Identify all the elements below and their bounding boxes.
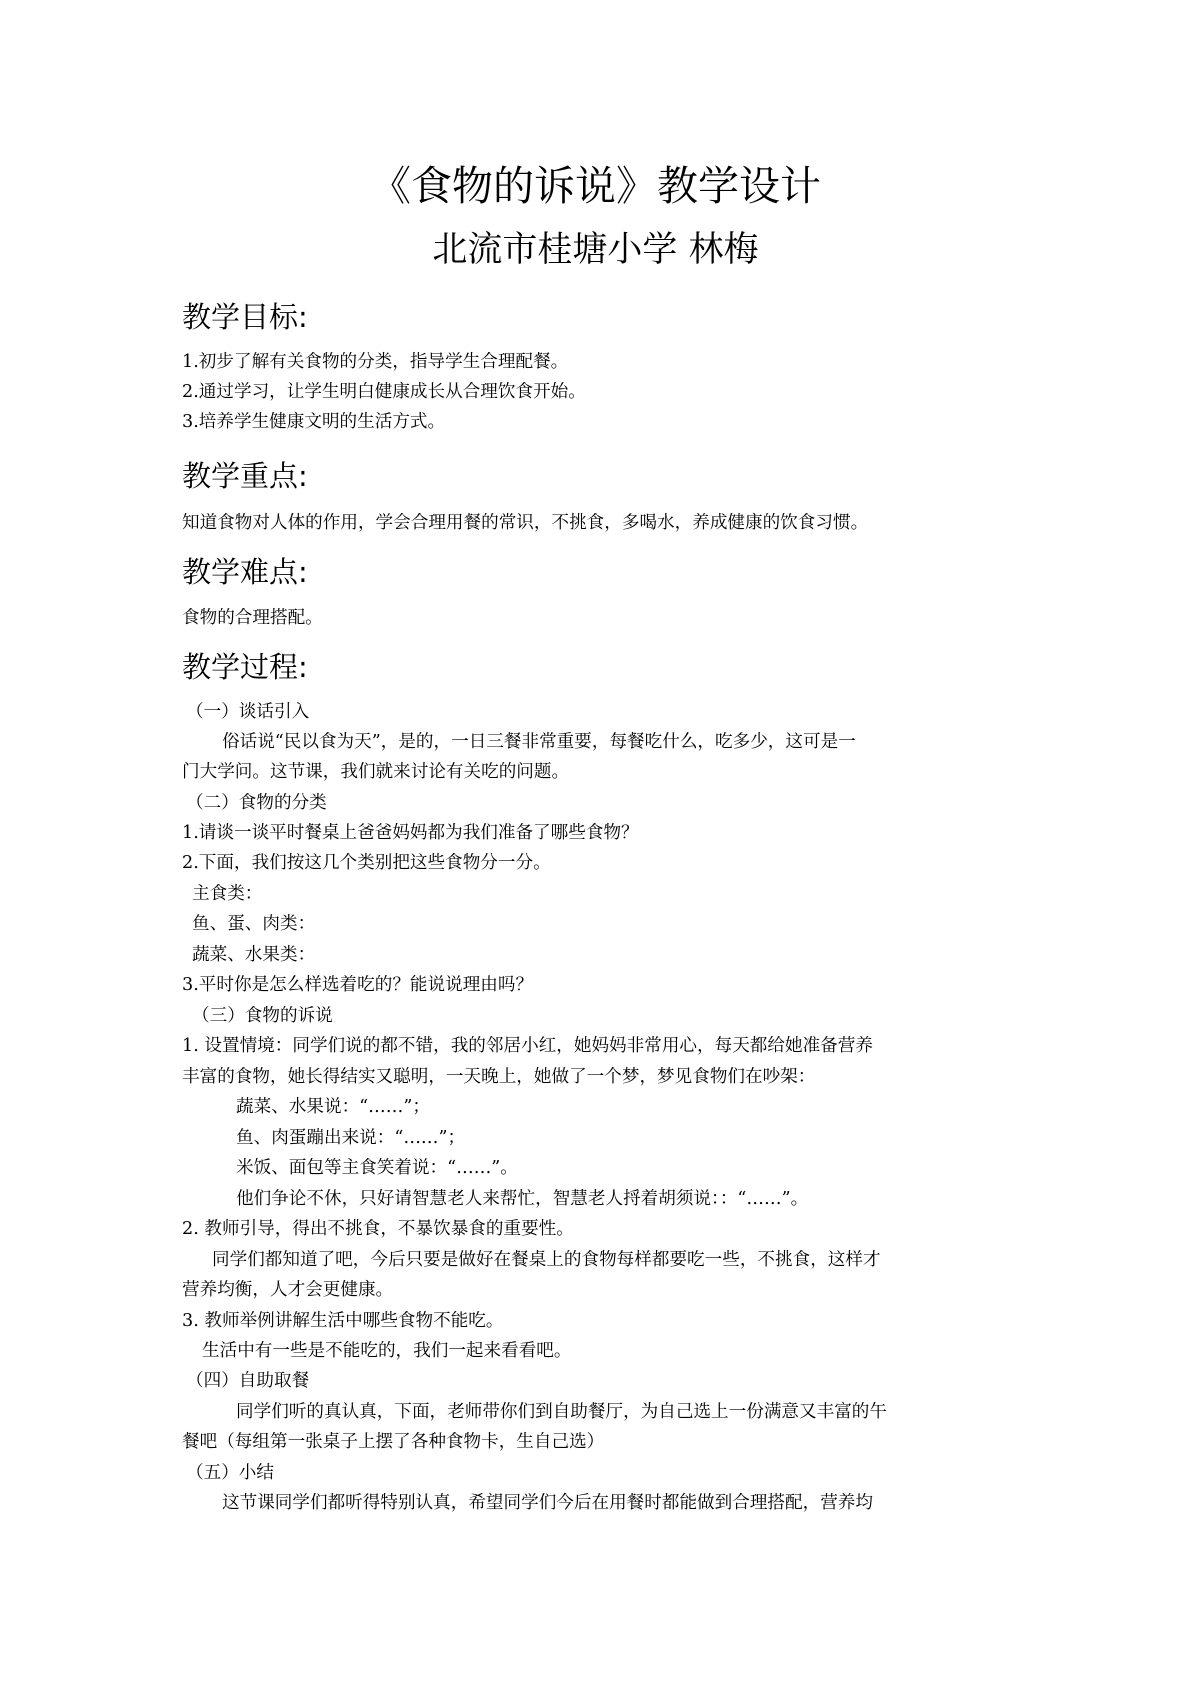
key-points-text: 知道食物对人体的作用，学会合理用餐的常识，不挑食，多喝水，养成健康的饮食习惯。 <box>182 513 869 533</box>
paragraph-line: 同学们都知道了吧，今后只要是做好在餐桌上的食物每样都要吃一些，不挑食，这样才 <box>212 1250 881 1270</box>
goal-item: 1.初步了解有关食物的分类，指导学生合理配餐。 <box>182 352 569 372</box>
paragraph-line: 1.请谈一谈平时餐桌上爸爸妈妈都为我们准备了哪些食物？ <box>182 823 639 843</box>
document-subtitle: 北流市桂塘小学 林梅 <box>432 230 759 270</box>
dialogue-line: 米饭、面包等主食笑着说：“……”。 <box>236 1158 518 1178</box>
section-heading-summary: （五）小结 <box>186 1463 274 1483</box>
category-item: 主食类： <box>192 884 263 904</box>
category-item: 鱼、蛋、肉类： <box>192 914 316 934</box>
paragraph-line: 营养均衡，人才会更健康。 <box>182 1280 394 1300</box>
section-heading-telling: （三）食物的诉说 <box>192 1006 333 1026</box>
category-item: 蔬菜、水果类： <box>192 945 316 965</box>
difficulties-heading: 教学难点: <box>182 555 308 589</box>
goal-item: 3.培养学生健康文明的生活方式。 <box>182 412 446 432</box>
paragraph-line: 2. 教师引导，得出不挑食，不暴饮暴食的重要性。 <box>182 1219 574 1239</box>
paragraph-line: 3. 教师举例讲解生活中哪些食物不能吃。 <box>182 1311 504 1331</box>
paragraph-line: 这节课同学们都听得特别认真，希望同学们今后在用餐时都能做到合理搭配，营养均 <box>222 1493 873 1513</box>
dialogue-line: 鱼、肉蛋蹦出来说：“……”； <box>236 1128 466 1148</box>
section-heading-buffet: （四）自助取餐 <box>186 1371 310 1391</box>
paragraph-line: 门大学问。这节课，我们就来讨论有关吃的问题。 <box>182 762 570 782</box>
key-points-heading: 教学重点: <box>182 459 308 493</box>
paragraph-line: 同学们听的真认真，下面，老师带你们到自助餐厅，为自己选上一份满意又丰富的午 <box>236 1402 887 1422</box>
paragraph-line: 2.下面，我们按这几个类别把这些食物分一分。 <box>182 853 551 873</box>
difficulties-text: 食物的合理搭配。 <box>182 608 323 628</box>
document-title: 《食物的诉说》教学设计 <box>370 162 821 210</box>
paragraph-line: 俗话说“民以食为天”，是的，一日三餐非常重要，每餐吃什么，吃多少，这可是一 <box>222 732 856 752</box>
dialogue-line: 他们争论不休，只好请智慧老人来帮忙，智慧老人捋着胡须说：：“……”。 <box>236 1189 809 1209</box>
paragraph-line: 1. 设置情境：同学们说的都不错，我的邻居小红，她妈妈非常用心，每天都给她准备营养 <box>182 1036 873 1056</box>
dialogue-line: 蔬菜、水果说：“……”； <box>236 1097 430 1117</box>
paragraph-line: 生活中有一些是不能吃的，我们一起来看看吧。 <box>202 1341 572 1361</box>
paragraph-line: 丰富的食物，她长得结实又聪明，一天晚上，她做了一个梦，梦见食物们在吵架： <box>182 1067 816 1087</box>
section-heading-intro: （一）谈话引入 <box>186 702 310 722</box>
process-heading: 教学过程: <box>182 650 308 684</box>
paragraph-line: 3.平时你是怎么样选着吃的？能说说理由吗？ <box>182 975 534 995</box>
goals-heading: 教学目标: <box>182 300 308 334</box>
section-heading-classification: （二）食物的分类 <box>186 793 327 813</box>
goal-item: 2.通过学习，让学生明白健康成长从合理饮食开始。 <box>182 382 586 402</box>
paragraph-line: 餐吧（每组第一张桌子上摆了各种食物卡，生自己选） <box>182 1432 605 1452</box>
